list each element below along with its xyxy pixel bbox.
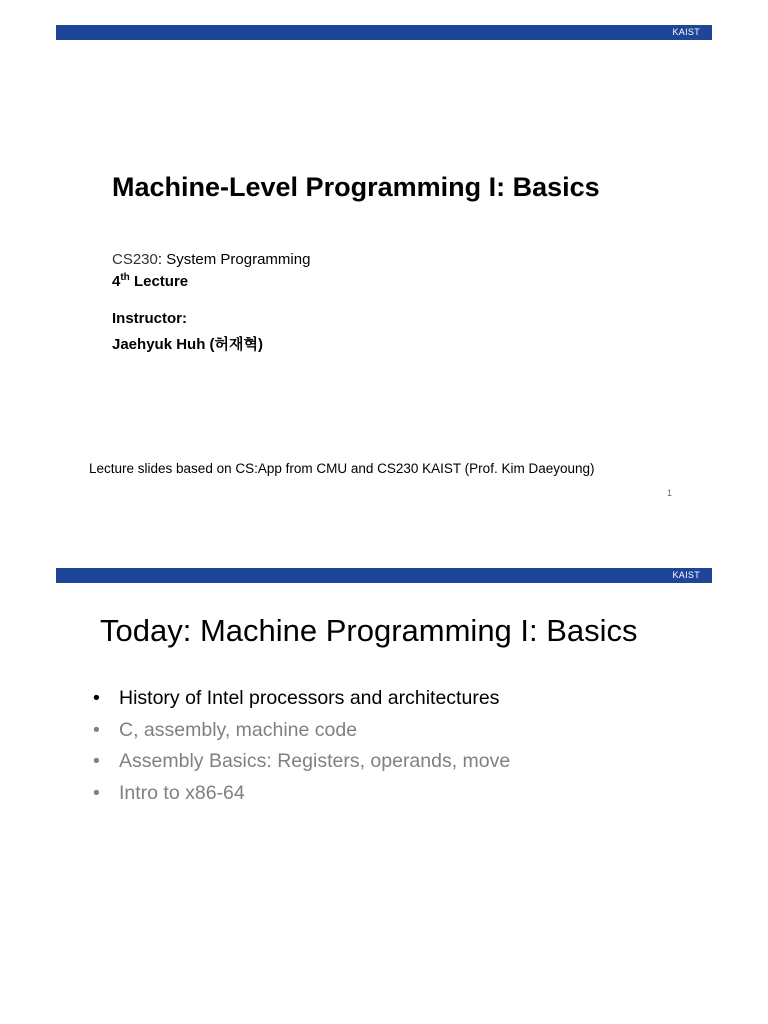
lecture-number (112, 272, 188, 292)
header-label: KAIST (672, 570, 700, 580)
bullet-icon: • (93, 687, 100, 709)
slide-2 (0, 545, 768, 1024)
bullet-icon: • (93, 750, 100, 772)
course-name: : System Programming (157, 251, 311, 268)
lecture-ordinal: 4 (112, 273, 121, 290)
course-code: CS230 (112, 251, 158, 268)
slide-title: Machine-Level Programming I: Basics (112, 172, 600, 202)
bullet-icon: • (93, 781, 100, 804)
credits-note: Lecture slides based on CS:App from CMU and CS230 KAIST (Prof. Kim Daeyoung) (89, 461, 595, 476)
instructor-label: Instructor: (112, 310, 187, 327)
lecture-word: Lecture (129, 273, 189, 290)
list-item-text: Intro to x86-64 (119, 781, 245, 804)
list-item-text: C, assembly, machine code (119, 718, 358, 741)
slide-heading: Today: Machine Programming I: Basics (100, 613, 638, 648)
header-bar (56, 568, 712, 583)
list-item-text: History of Intel processors and architectures (119, 687, 500, 709)
bullet-icon: • (93, 718, 100, 741)
page-number: 1 (667, 488, 673, 498)
course-line (112, 250, 310, 270)
lecture-ordinal-suffix: th (120, 272, 130, 283)
instructor-name: Jaehyuk Huh (허재혁) (112, 336, 263, 353)
header-label: KAIST (672, 27, 700, 37)
list-item-text: Assembly Basics: Registers, operands, move (119, 750, 511, 772)
header-bar (56, 25, 712, 40)
